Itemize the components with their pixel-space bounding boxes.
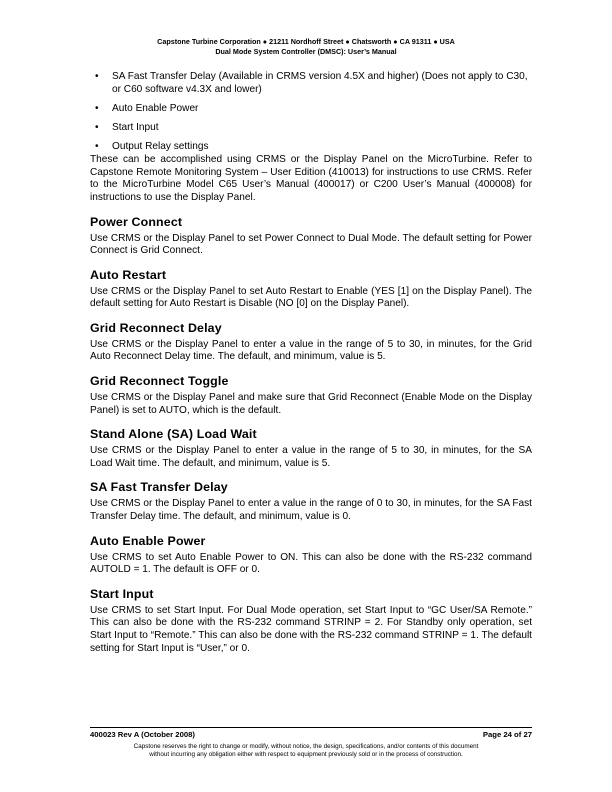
footer-disclaimer-line: Capstone reserves the right to change or modify, without notice, the design, specifications, and/or contents of this document (133, 743, 479, 750)
section-body: Use CRMS to set Auto Enable Power to ON. This can also be done with the RS-232 command AUTOLD = 1. The default is OFF or 0. (90, 551, 532, 576)
bullet-glyph: • (95, 140, 99, 152)
section-heading: Auto Restart (90, 267, 167, 282)
section-body: Use CRMS or the Display Panel and make sure that Grid Reconnect (Enable Mode on the Display Panel) is set to AUTO, which is the default. (90, 392, 532, 416)
footer-document-id: 400023 Rev A (October 2008) (90, 730, 195, 739)
bullet-item (90, 103, 532, 116)
footer-page-number: Page 24 of 27 (482, 730, 532, 739)
intro-paragraph: These can be accomplished using CRMS or the Display Panel on the MicroTurbine. Refer to Capstone Remote Monitoring System – User Edition (410013) for instructions to use CRMS. Refer to the MicroTurbine Model C65 User’s Manual (400017) or C200 User’s Manual (400008) for instructions to use the Display Panel. (90, 154, 532, 203)
section-heading: Power Connect (90, 214, 183, 229)
page-header (0, 37, 612, 56)
bullet-item (90, 141, 532, 154)
bullet-text: Start Input (112, 121, 159, 133)
footer-disclaimer-line: without incurring any obligation either with respect to equipment previously sold or in the process of construction. (149, 751, 463, 759)
settings-bullet-list (90, 71, 532, 153)
header-manual-title: Dual Mode System Controller (DMSC): User’s Manual (215, 46, 397, 56)
section-heading: Start Input (90, 586, 154, 601)
section-body: Use CRMS or the Display Panel to enter a value in the range of 5 to 30, in minutes, for the SA Load Wait time. The default, and minimum, value is 5. (90, 445, 532, 469)
section-heading: Grid Reconnect Delay (90, 320, 222, 335)
section-heading: SA Fast Transfer Delay (90, 480, 228, 495)
bullet-glyph: • (95, 71, 99, 82)
section-body: Use CRMS to set Start Input. For Dual Mode operation, set Start Input to “GC User/SA Remote.” This can also be done with the RS-232 command STRINP = 2. For Standby only operation, set Start Input to “Remote.” This can also be done with the RS-232 command STRINP = 1. The default setting for Start Input is “User,” or 0. (90, 604, 532, 654)
footer-divider (90, 727, 532, 728)
footer-disclaimer (0, 743, 612, 759)
header-company-line: Capstone Turbine Corporation ● 21211 Nordhoff Street ● Chatsworth ● CA 91311 ● USA (157, 37, 455, 46)
bullet-text: Auto Enable Power (112, 102, 199, 114)
section-heading: Grid Reconnect Toggle (90, 374, 229, 389)
section-heading: Auto Enable Power (90, 533, 206, 548)
bullet-glyph: • (95, 121, 99, 133)
bullet-text: SA Fast Transfer Delay (Available in CRMS version 4.5X and higher) (Does not apply to C30, or C60 software v4.3X and lower) (112, 71, 528, 95)
bullet-item (90, 71, 532, 96)
bullet-item (90, 122, 532, 135)
section-body: Use CRMS or the Display Panel to set Auto Restart to Enable (YES [1] on the Display Panel). The default setting for Auto Restart is Disable (NO [0] on the Display Panel). (90, 285, 532, 310)
section-body: Use CRMS or the Display Panel to enter a value in the range of 5 to 30, in minutes, for the Grid Auto Reconnect Delay time. The default, and minimum, value is 5. (90, 338, 532, 363)
bullet-glyph: • (95, 102, 99, 114)
section-body: Use CRMS or the Display Panel to set Power Connect to Dual Mode. The default setting for Power Connect is Grid Connect. (90, 232, 532, 257)
section-body: Use CRMS or the Display Panel to enter a value in the range of 0 to 30, in minutes, for the SA Fast Transfer Delay time. The default, and minimum, value is 0. (90, 498, 532, 523)
page-content (90, 71, 532, 655)
bullet-text: Output Relay settings (112, 140, 209, 152)
section-heading: Stand Alone (SA) Load Wait (90, 427, 257, 442)
